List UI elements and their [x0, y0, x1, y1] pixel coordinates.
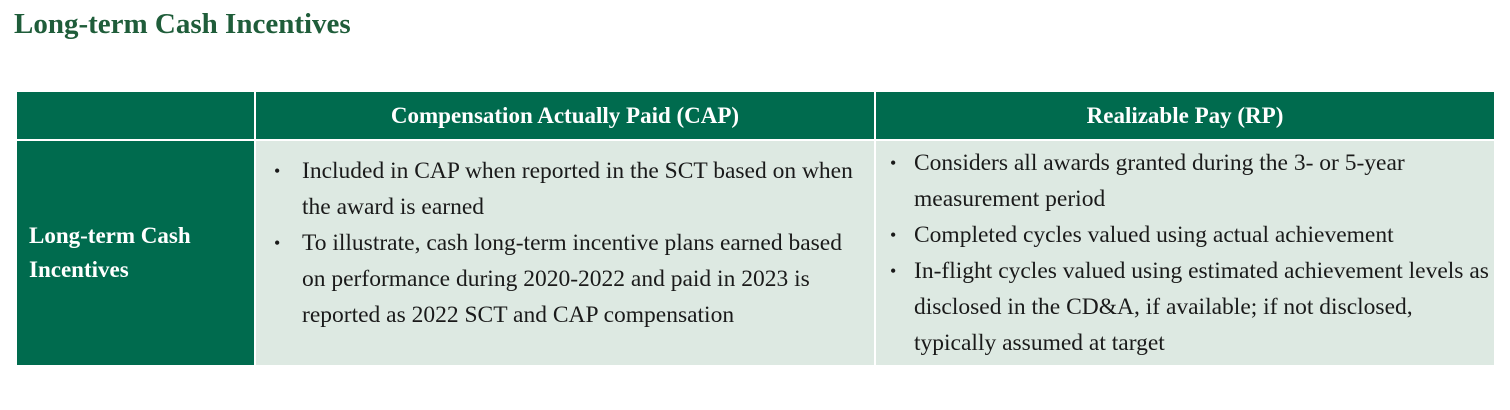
bullet-icon: • [274, 161, 281, 181]
table-header-row [16, 91, 1495, 140]
bullet-icon: • [890, 153, 897, 173]
comparison-table [15, 90, 1496, 367]
bullet-icon: • [890, 225, 897, 245]
rp-bullet-list [876, 141, 1494, 361]
bullet-text: In-flight cycles valued using estimated achievement levels as disclosed in the CD&A, if available; if not disclosed, typically assumed at target [914, 258, 1489, 356]
row-label: Long-term Cash Incentives [16, 140, 255, 366]
cap-cell [255, 140, 875, 366]
bullet-text: To illustrate, cash long-term incentive plans earned based on performance during 2020-2022 and paid in 2023 is reported as 2022 SCT and CAP compensation [302, 230, 842, 328]
table-row [16, 140, 1495, 366]
bullet-text: Considers all awards granted during the 3- or 5-year measurement period [914, 150, 1405, 212]
rp-cell [875, 140, 1495, 366]
list-item [890, 217, 1490, 253]
list-item [274, 153, 870, 225]
header-cap: Compensation Actually Paid (CAP) [255, 91, 875, 140]
bullet-icon: • [890, 261, 897, 281]
bullet-text: Completed cycles valued using actual achievement [914, 222, 1394, 248]
list-item [890, 145, 1490, 217]
bullet-icon: • [274, 233, 281, 253]
header-rp: Realizable Pay (RP) [875, 91, 1495, 140]
header-corner-cell [16, 91, 255, 140]
list-item [890, 253, 1490, 361]
bullet-text: Included in CAP when reported in the SCT based on when the award is earned [302, 158, 853, 220]
list-item [274, 225, 870, 333]
page-title: Long-term Cash Incentives [14, 8, 351, 40]
cap-bullet-list [256, 141, 874, 333]
